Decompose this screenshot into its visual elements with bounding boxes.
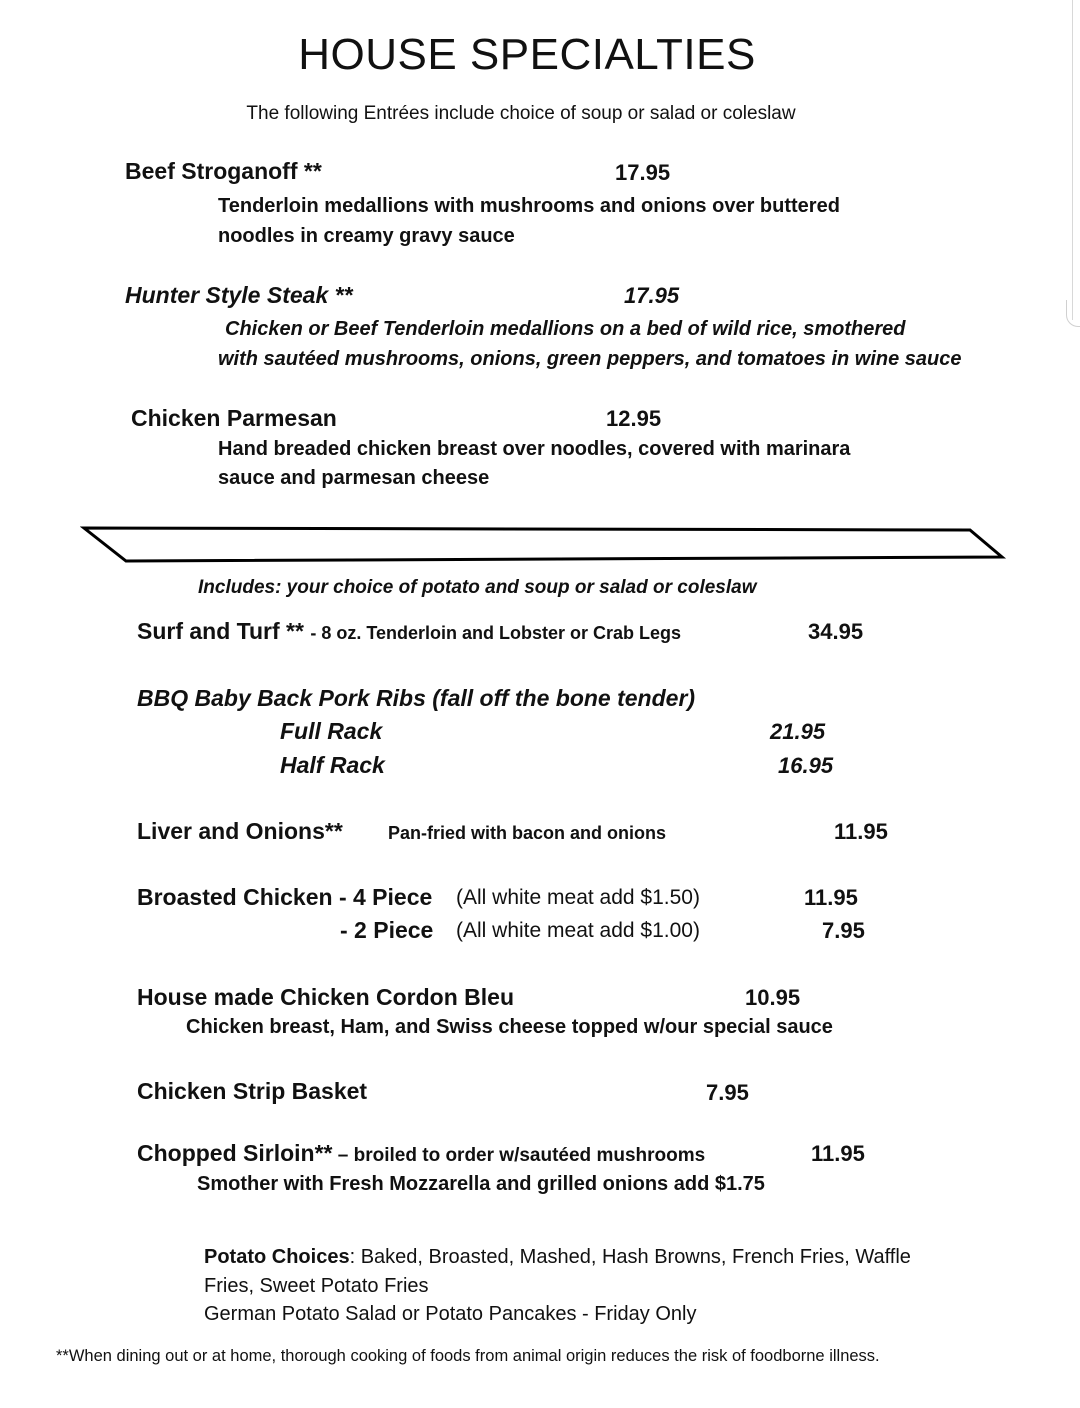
sirloin-item-price: 11.95 (811, 1141, 865, 1166)
sirloin-item (137, 1140, 705, 1167)
potato-choices-text: : Baked, Broasted, Mashed, Hash Browns, French Fries, Waffle (349, 1246, 911, 1268)
entree-price: 17.95 (615, 160, 671, 185)
footnote: **When dining out or at home, thorough cooking of foods from animal origin reduces the risk of foodborne illness. (56, 1347, 880, 1365)
page-edge-line (1072, 0, 1073, 320)
page-subtitle: The following Entrées include choice of soup or salad or coleslaw (246, 103, 796, 124)
liver-item-price: 11.95 (834, 819, 888, 844)
page-edge-curl (1066, 300, 1080, 327)
strips-item-name: Chicken Strip Basket (137, 1078, 368, 1104)
cordon-item-description: Chicken breast, Ham, and Swiss cheese topped w/our special sauce (186, 1016, 833, 1038)
sirloin-addon: Smother with Fresh Mozzarella and grilled onions add $1.75 (197, 1173, 765, 1195)
item-detail: – broiled to order w/sautéed mushrooms (332, 1145, 706, 1166)
surf-turf-item (137, 618, 681, 645)
page-edge (1072, 0, 1080, 1408)
potato-choices-line2: Fries, Sweet Potato Fries (204, 1275, 429, 1297)
cordon-item-price: 10.95 (745, 985, 801, 1010)
broasted-2-price: 7.95 (822, 918, 865, 943)
section-divider (80, 520, 1010, 570)
entree-description: Tenderloin medallions with mushrooms and onions over buttered (218, 195, 840, 217)
potato-choices-line3: German Potato Salad or Potato Pancakes - Friday Only (204, 1303, 697, 1325)
includes-note: Includes: your choice of potato and soup or salad or coleslaw (198, 577, 757, 598)
entree-name: Hunter Style Steak ** (125, 282, 353, 308)
item-name: Surf and Turf ** (137, 618, 311, 644)
full-rack-label: Full Rack (280, 718, 383, 744)
item-detail: - 8 oz. Tenderloin and Lobster or Crab Legs (310, 623, 682, 643)
half-rack-label: Half Rack (280, 752, 385, 778)
broasted-2-label: - 2 Piece (340, 917, 434, 943)
entree-name: Beef Stroganoff ** (125, 158, 322, 184)
page-title: HOUSE SPECIALTIES (298, 30, 756, 79)
entree-name: Chicken Parmesan (131, 405, 337, 431)
entree-price: 17.95 (624, 283, 680, 308)
entree-price: 12.95 (606, 406, 662, 431)
item-name: Chopped Sirloin** (137, 1140, 333, 1166)
liver-item-name: Liver and Onions** (137, 818, 343, 844)
full-rack-price: 21.95 (770, 719, 826, 744)
potato-choices-label: Potato Choices (204, 1246, 350, 1268)
entree-description: Chicken or Beef Tenderloin medallions on a bed of wild rice, smothered (225, 318, 906, 340)
entree-description: sauce and parmesan cheese (218, 467, 490, 489)
cordon-item-name: House made Chicken Cordon Bleu (137, 984, 515, 1010)
potato-choices-line1 (204, 1246, 911, 1269)
entree-description: with sautéed mushrooms, onions, green peppers, and tomatoes in wine sauce (218, 348, 962, 370)
half-rack-price: 16.95 (778, 753, 834, 778)
item-price: 34.95 (808, 619, 864, 644)
broasted-4-price: 11.95 (804, 885, 858, 910)
broasted-item-name: Broasted Chicken - 4 Piece (137, 884, 433, 910)
strips-item-price: 7.95 (706, 1080, 749, 1105)
liver-item-detail: Pan-fried with bacon and onions (388, 823, 667, 843)
entree-description: Hand breaded chicken breast over noodles, covered with marinara (218, 438, 851, 460)
broasted-2-note: (All white meat add $1.00) (456, 919, 700, 942)
entree-description: noodles in creamy gravy sauce (218, 225, 515, 247)
ribs-item-name: BBQ Baby Back Pork Ribs (fall off the bone tender) (137, 685, 696, 711)
broasted-4-note: (All white meat add $1.50) (456, 886, 700, 909)
